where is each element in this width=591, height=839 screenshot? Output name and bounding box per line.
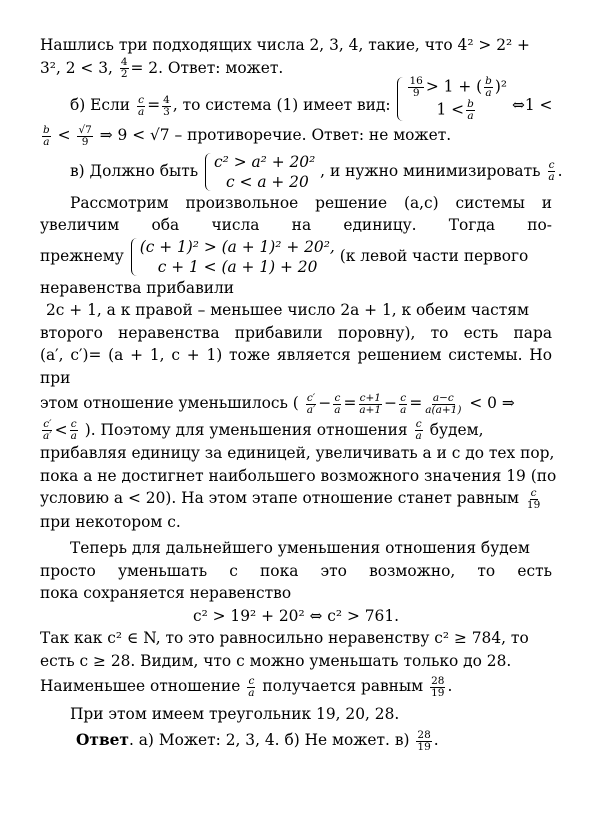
text-span: будем, [429, 420, 484, 439]
text-line [40, 237, 552, 277]
text-line [40, 537, 552, 560]
text-line [40, 703, 552, 726]
text-span: неравенства прибавили [40, 278, 235, 297]
text-span: второго неравенства прибавили поровну), то есть пара [40, 323, 552, 342]
text-line: Наименьшее отношение $\frac{c}{a}$ получается равным $\frac{28}{19}$ . [40, 674, 453, 699]
text-line [40, 299, 552, 322]
text-span: , то система (1) имеет вид: [172, 96, 391, 114]
text-line [40, 214, 552, 237]
text-span: условию a < 20). На этом этапе отношение станет равным [40, 489, 519, 507]
text-span: < 0 ⇒ [469, 394, 515, 412]
text-span: . а) Может: 2, 3, 4. б) Не может. в) [128, 731, 410, 749]
text-line: $\frac{c'}{a'}$ < $\frac{c}{a}$ ). Поэтому для уменьшения отношения $\frac{c}{a}$ будем, [43, 418, 484, 442]
text-span: ). Поэтому для уменьшения отношения [84, 420, 408, 439]
text-span: в) Должно быть [70, 161, 199, 180]
text-span: c² > 19² + 20² ⇔ c² > 761. [192, 606, 400, 625]
text-line [40, 605, 552, 628]
text-span: , и нужно минимизировать [320, 161, 541, 180]
text-line [40, 560, 552, 583]
fraction: $\frac{√7}{9}$ [78, 123, 92, 148]
answer-label: Ответ [76, 731, 129, 749]
text-span: этом отношение уменьшилось ( [40, 394, 299, 412]
text-span: пока сохраняется неравенство [40, 584, 292, 602]
text-line [40, 650, 552, 673]
text-span: получается равным [262, 677, 424, 695]
text-span: Нашлись три подходящих числа 2, 3, 4, такие, что 4² > 2² + [40, 36, 530, 54]
text-line: этом отношение уменьшилось ( $\frac{c'}{a'}$ − $\frac{c}{a}$ = $\frac{c+1}{a+1}$ − $\frac{c}{a}$ = $\frac{a-c}{a(a+1)}$ < 0 ⇒ [40, 391, 515, 416]
text-span: Теперь для дальнейшего уменьшения отношения будем [70, 539, 530, 557]
system-of-inequalities: c² > a² + 20² c < a + 20 [203, 152, 315, 192]
fraction: $\frac{4}{2}$ [120, 56, 128, 80]
system-of-inequalities: (c + 1)² > (a + 1)² + 20², c + 1 < (a + 1) + 20 [129, 237, 335, 277]
text-span: Наименьшее отношение [40, 677, 241, 695]
text-line [40, 442, 555, 465]
text-span: (a′, c′)= (a + 1, c + 1) тоже является решением системы. Но при [40, 346, 552, 387]
answer-line: Ответ. а) Может: 2, 3, 4. б) Не может. в) $\frac{28}{19}$ . [76, 728, 439, 753]
document-page [40, 34, 563, 753]
text-span: Так как c² ∈ N, то это равносильно неравенству c² ≥ 784, то [40, 629, 529, 647]
text-span: ⇔1 < [511, 96, 553, 114]
text-span: При этом имеем треугольник 19, 20, 28. [70, 704, 400, 723]
text-span: (к левой части первого [339, 246, 529, 265]
text-line [40, 582, 552, 605]
fraction: $\frac{c}{a}$ [548, 159, 555, 183]
text-span: прибавляя единицу за единицей, увеличивать a и c до тех пор, [40, 444, 555, 462]
text-span: ⇒ 9 < √7 – противоречие. Ответ: не может. [99, 126, 452, 144]
text-line [40, 322, 552, 345]
text-line [40, 627, 552, 650]
text-line [40, 344, 552, 389]
text-line: в) Должно быть c² > a² + 20² c < a + 20 , и нужно минимизировать $\frac{c}{a}$ . [70, 152, 563, 191]
text-span: Рассмотрим произвольное решение (a,c) системы и [70, 193, 552, 212]
text-span: есть c ≥ 28. Видим, что c можно уменьшать только до 28. [40, 651, 512, 670]
text-line [40, 465, 557, 488]
text-line: б) Если $\frac{c}{a}$ = $\frac{4}{3}$ , то система (1) имеет вид: $\frac{16}{9}$ > 1 + ( $\frac{b}{a}$ )² 1 < $\frac{b}{a}$ ⇔1 < [70, 75, 553, 122]
text-line: $\frac{b}{a}$ < $\frac{√7}{9}$ ⇒ 9 < √7 – противоречие. Ответ: не может. [43, 123, 452, 148]
text-line [40, 511, 552, 534]
text-span: при некотором c. [40, 512, 181, 531]
text-span: прежнему [40, 246, 124, 265]
text-span: б) Если [70, 96, 131, 114]
text-span: просто уменьшать c пока это возможно, то есть [40, 561, 552, 580]
system-of-inequalities: $\frac{16}{9}$ > 1 + ( $\frac{b}{a}$ )² 1 < $\frac{b}{a}$ [395, 76, 507, 122]
text-line [40, 34, 552, 57]
text-span: пока a не достигнет наибольшего возможного значения 19 (по [40, 466, 557, 485]
fraction: $\frac{b}{a}$ [43, 123, 50, 148]
text-line [40, 277, 552, 300]
text-span: 2c + 1, а к правой – меньшее число 2a + 1, к обеим частям [46, 301, 529, 319]
text-span: увеличим оба числа на единицу. Тогда по- [40, 216, 552, 234]
text-line: условию a < 20). На этом этапе отношение станет равным $\frac{c}{19}$ [40, 486, 541, 511]
fraction: $\frac{4}{3}$ [163, 93, 170, 118]
fraction: $\frac{c}{a}$ [137, 93, 145, 118]
text-span: = 2. Ответ: может. [130, 58, 284, 77]
text-line [40, 192, 552, 215]
text-span: 3², 2 < 3, [40, 58, 113, 77]
